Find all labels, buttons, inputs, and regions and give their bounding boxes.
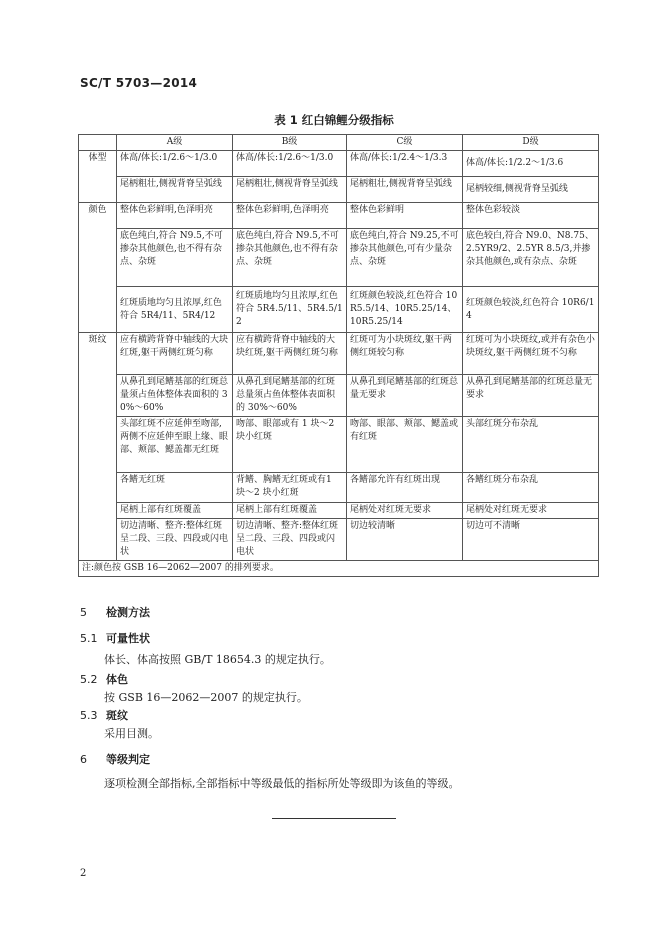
table-cell: 从鼻孔到尾鳍基部的红斑总量无要求: [347, 375, 463, 417]
table-cell: 尾柄较细,侧视背脊呈弧线: [463, 177, 599, 203]
header-blank: [79, 135, 117, 151]
end-rule: [272, 818, 396, 819]
table-cell: 从鼻孔到尾鳍基部的红斑总量须占鱼体整体表面积的 30%～60%: [117, 375, 233, 417]
section-title: 体色: [106, 673, 128, 686]
table-cell: 红斑质地均匀且浓厚,红色符合 5R4/11、5R4/12: [117, 287, 233, 333]
header-grade-c: C级: [347, 135, 463, 151]
grading-table: [78, 134, 599, 577]
section-5-3-heading: [80, 707, 128, 723]
table-cell: 尾柄处对红斑无要求: [347, 503, 463, 519]
table-cell: 切边较清晰: [347, 519, 463, 561]
category-body-shape: 体型: [79, 151, 117, 203]
table-row: [79, 203, 599, 229]
table-cell: 体高/体长:1/2.2～1/3.6: [463, 151, 599, 177]
table-cell: 吻部、眼部或有 1 块～2块小红斑: [233, 417, 347, 473]
table-row: [79, 177, 599, 203]
table-cell: 红斑质地均匀且浓厚,红色符合 5R4.5/11、5R4.5/12: [233, 287, 347, 333]
table-row: [79, 375, 599, 417]
table-cell: 切边清晰、整齐:整体红斑呈二段、三段、四段或闪电状: [233, 519, 347, 561]
table-cell: 吻部、眼部、颊部、鳃盖或有红斑: [347, 417, 463, 473]
table-cell: 体高/体长:1/2.6～1/3.0: [117, 151, 233, 177]
table-cell: 尾柄粗壮,侧视背脊呈弧线: [233, 177, 347, 203]
table-note: 注:颜色按 GSB 16—2062—2007 的排列要求。: [79, 561, 599, 577]
category-pattern: 斑纹: [79, 333, 117, 561]
table-cell: 整体色彩鲜明,色泽明亮: [117, 203, 233, 229]
header-grade-a: A级: [117, 135, 233, 151]
section-5-2-heading: [80, 671, 128, 687]
section-5-1-body: 体长、体高按照 GB/T 18654.3 的规定执行。: [104, 653, 331, 666]
section-number: 5: [80, 606, 87, 619]
table-cell: 底色较白,符合 N9.0、N8.75、2.5YR9/2、2.5YR 8.5/3,并掺杂其他颜色,或有杂点、杂斑: [463, 229, 599, 287]
table-cell: 整体色彩鲜明: [347, 203, 463, 229]
table-cell: 红斑可为小块斑纹,或并有杂色小块斑纹,躯干两侧红斑不匀称: [463, 333, 599, 375]
section-number: 6: [80, 753, 87, 766]
section-5-2-body: 按 GSB 16—2062—2007 的规定执行。: [104, 691, 308, 704]
table-cell: 尾柄上部有红斑覆盖: [233, 503, 347, 519]
table-cell: 整体色彩较淡: [463, 203, 599, 229]
table-cell: 背鳍、胸鳍无红斑或有1 块～2 块小红斑: [233, 473, 347, 503]
section-5-heading: [80, 604, 150, 620]
section-number: 5.3: [80, 709, 98, 722]
table-cell: 各鳍无红斑: [117, 473, 233, 503]
table-header-row: [79, 135, 599, 151]
category-color: 颜色: [79, 203, 117, 333]
table-cell: 切边清晰、整齐:整体红斑呈二段、三段、四段或闪电状: [117, 519, 233, 561]
table-cell: 红斑颜色较淡,红色符合 10R5.5/14、10R5.25/14、10R5.25/14: [347, 287, 463, 333]
table-cell: 体高/体长:1/2.6～1/3.0: [233, 151, 347, 177]
table-cell: 各鳍部允许有红斑出现: [347, 473, 463, 503]
page-number: 2: [80, 868, 87, 879]
table-cell: 从鼻孔到尾鳍基部的红斑总量须占鱼体整体表面积的 30%～60%: [233, 375, 347, 417]
table-cell: 红斑颜色较淡,红色符合 10R6/14: [463, 287, 599, 333]
table-row: [79, 519, 599, 561]
section-title: 可量性状: [106, 632, 150, 645]
section-6-body: 逐项检测全部指标,全部指标中等级最低的指标所处等级即为该鱼的等级。: [104, 777, 460, 790]
table-cell: 从鼻孔到尾鳍基部的红斑总量无要求: [463, 375, 599, 417]
table-cell: 整体色彩鲜明,色泽明亮: [233, 203, 347, 229]
table-cell: 各鳍红斑分布杂乱: [463, 473, 599, 503]
table-row: [79, 417, 599, 473]
table-cell: 尾柄处对红斑无要求: [463, 503, 599, 519]
table-row: [79, 151, 599, 177]
table-row: [79, 473, 599, 503]
table-cell: 切边可不清晰: [463, 519, 599, 561]
section-6-heading: [80, 751, 150, 767]
section-5-1-heading: [80, 630, 150, 646]
header-grade-b: B级: [233, 135, 347, 151]
table-cell: 体高/体长:1/2.4～1/3.3: [347, 151, 463, 177]
section-number: 5.2: [80, 673, 98, 686]
table-row: [79, 229, 599, 287]
table-cell: 应有横跨背脊中轴线的大块红斑,躯干两侧红斑匀称: [233, 333, 347, 375]
section-title: 检测方法: [106, 606, 150, 619]
table-cell: 应有横跨背脊中轴线的大块红斑,躯干两侧红斑匀称: [117, 333, 233, 375]
table-row: [79, 333, 599, 375]
section-title: 斑纹: [106, 709, 128, 722]
standard-number: SC/T 5703—2014: [80, 76, 198, 90]
table-cell: 头部红斑不应延伸至吻部,两侧不应延伸至眼上缘、眼部、颊部、鳃盖都无红斑: [117, 417, 233, 473]
table-cell: 底色纯白,符合 N9.25,不可掺杂其他颜色,可有少量杂点、杂斑: [347, 229, 463, 287]
table-cell: 尾柄粗壮,侧视背脊呈弧线: [117, 177, 233, 203]
table-note-row: [79, 561, 599, 577]
section-5-3-body: 采用目测。: [104, 727, 159, 740]
table-cell: 红斑可为小块斑纹,躯干两侧红斑较匀称: [347, 333, 463, 375]
table-cell: 尾柄粗壮,侧视背脊呈弧线: [347, 177, 463, 203]
table-cell: 底色纯白,符合 N9.5,不可掺杂其他颜色,也不得有杂点、杂斑: [117, 229, 233, 287]
header-grade-d: D级: [463, 135, 599, 151]
table-cell: 尾柄上部有红斑覆盖: [117, 503, 233, 519]
table-title: 表 1 红白锦鲤分级指标: [274, 113, 394, 127]
table-cell: 底色纯白,符合 N9.5,不可掺杂其他颜色,也不得有杂点、杂斑: [233, 229, 347, 287]
table-row: [79, 503, 599, 519]
section-title: 等级判定: [106, 753, 150, 766]
table-cell: 头部红斑分布杂乱: [463, 417, 599, 473]
section-number: 5.1: [80, 632, 98, 645]
table-row: [79, 287, 599, 333]
